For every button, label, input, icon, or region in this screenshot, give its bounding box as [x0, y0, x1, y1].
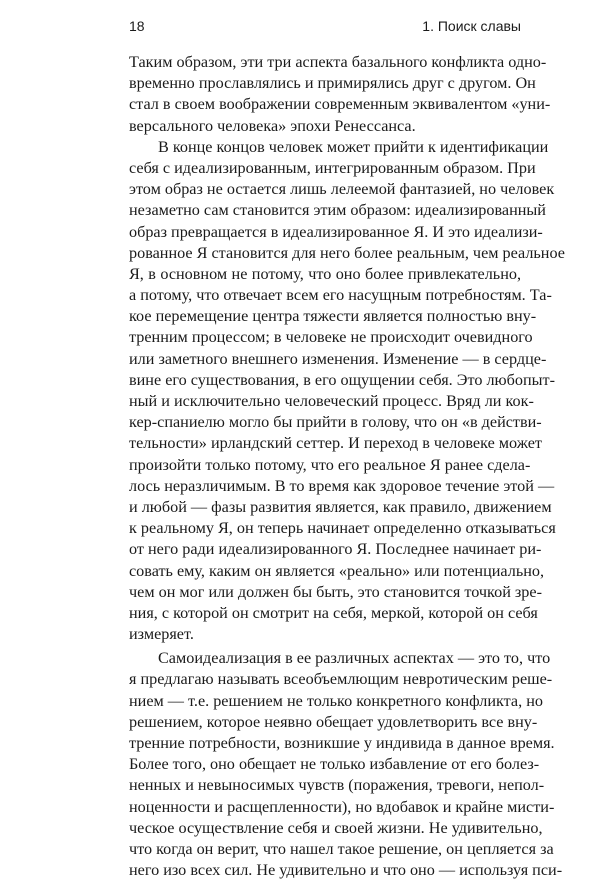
text-line: Я, в основном не потому, что оно более привлекательно, [129, 264, 521, 283]
text-line: вине его существования, в его ощущении себя. Это любопыт- [129, 370, 555, 389]
page-header [129, 16, 521, 36]
text-line: нием — т.е. решением не только конкретного конфликта, но [129, 691, 543, 710]
page-number: 18 [129, 18, 145, 34]
text-line: чем он мог или должен бы быть, это становится точкой зре- [129, 582, 542, 601]
text-line: от него ради идеализированного Я. Последнее начинает ри- [129, 540, 542, 559]
text-line: произойти только потому, что его реальное Я ранее сдела- [129, 455, 531, 474]
text-line: к реальному Я, он теперь начинает определенно отказываться [129, 519, 556, 538]
text-line: Самоидеализация в ее различных аспектах — это то, что [158, 649, 551, 668]
text-line: а потому, что отвечает всем его насущным потребностям. Та- [129, 286, 552, 305]
text-line: лось неразличимым. В то время как здоровое течение этой — [129, 476, 555, 495]
text-line: решением, которое неявно обещает удовлетворить все вну- [129, 712, 538, 731]
text-line: ческое осуществление себя и своей жизни. Не удивительно, [129, 818, 543, 837]
text-line: ненных и невыносимых чувств (поражения, тревоги, непол- [129, 776, 545, 795]
text-line: незаметно сам становится этим образом: идеализированный [129, 201, 546, 220]
text-line: него изо всех сил. Не удивительно и что оно — используя пси- [129, 861, 563, 880]
text-line: измеряет. [129, 625, 194, 644]
paragraph-1 [129, 52, 551, 137]
text-line: тренним процессом; в человеке не происходит очевидного [129, 328, 533, 347]
text-line: Таким образом, эти три аспекта базального конфликта одно- [129, 53, 547, 71]
text-line: стал в своем воображении современным эквивалентом «уни- [129, 95, 551, 114]
text-line: совать ему, каким он является «реально» или потенциально, [129, 561, 545, 580]
text-line: ния, с которой он смотрит на себя, меркой, которой он себя [129, 603, 538, 622]
paragraph-2 [129, 137, 565, 646]
text-line: что когда он верит, что нашел такое решение, он цепляется за [129, 839, 554, 858]
text-line: тренние потребности, возникшие у индивида в данное время. [129, 734, 555, 752]
text-line: временно прославлялись и примирялись друг с другом. Он [129, 74, 536, 93]
text-line: или заметного внешнего изменения. Изменение — в сердце- [129, 349, 547, 368]
text-line: этом образ не остается лишь лелеемой фантазией, но человек [129, 180, 555, 199]
text-body [129, 52, 565, 881]
text-line: версального человека» эпохи Ренессанса. [129, 116, 416, 135]
text-line: ноценности и расщепленности), но вдобавок и крайне мисти- [129, 797, 555, 816]
text-line: кое перемещение центра тяжести является полностью вну- [129, 307, 537, 326]
paragraph-3 [129, 648, 563, 881]
text-line: себя с идеализированным, интегрированным образом. При [129, 158, 536, 177]
text-line: кер-спаниелю могло бы прийти в голову, что он «в действи- [129, 413, 542, 432]
text-line: образ превращается в идеализированное Я. И это идеализи- [129, 222, 543, 241]
text-line: Более того, оно обещает не только избавление от его болез- [129, 755, 540, 774]
text-line: тельности» ирландский сеттер. И переход в человеке может [129, 434, 542, 453]
text-line: В конце концов человек может прийти к идентификации [158, 137, 549, 156]
text-line: ный и исключительно человеческий процесс. Вряд ли кок- [129, 392, 534, 410]
running-title: 1. Поиск славы [422, 18, 521, 34]
text-line: я предлагаю называть всеобъемлющим невротическим реше- [129, 670, 553, 689]
text-line: рованное Я становится для него более реальным, чем реальное [129, 243, 565, 262]
text-line: и любой — фазы развития является, как правило, движением [129, 497, 552, 516]
